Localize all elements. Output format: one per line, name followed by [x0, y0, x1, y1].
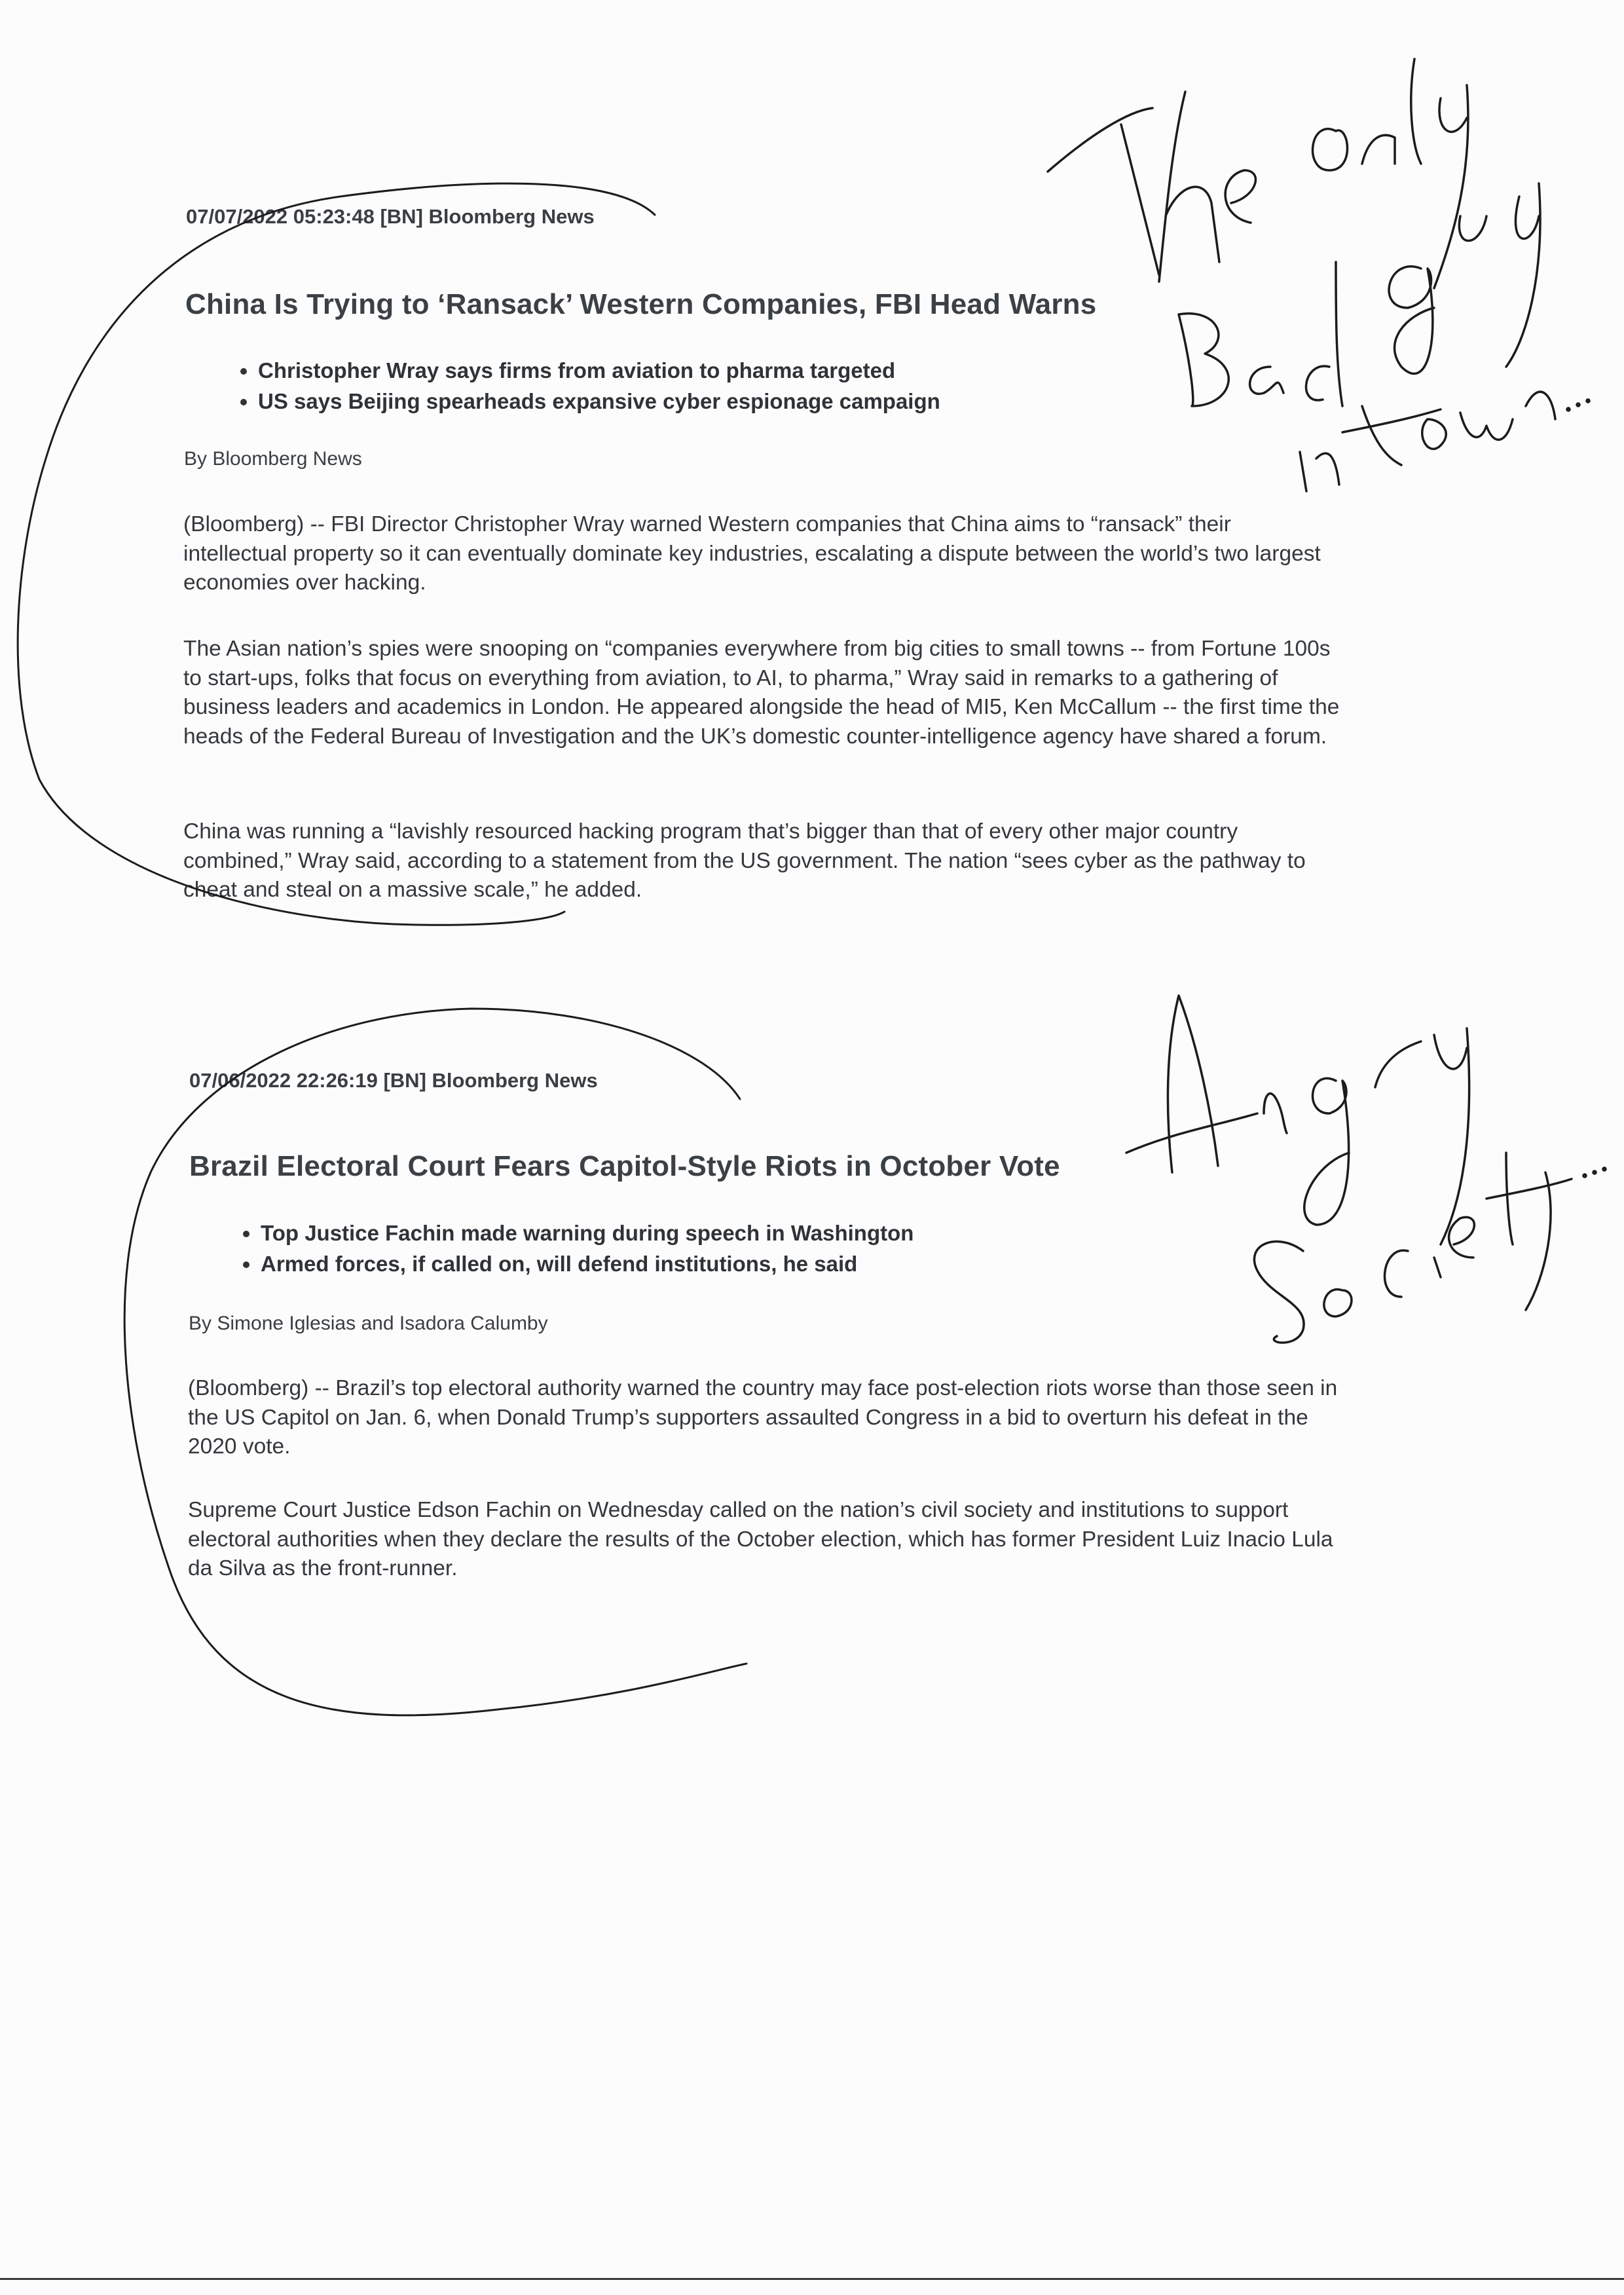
article-paragraph: The Asian nation’s spies were snooping on “companies everywhere from big cities to small towns -- from Fortune 100s to start-ups, folks that focus on everything from aviation, to AI, to pharma,” Wray said in remarks to a gathering of business leaders and academics in London. He appeared alongside the head of MI5, Ken McCallum -- the first time the heads of the Federal Bureau of Investigation and the UK’s domestic counter-intelligence agency have shared a forum. — [183, 637, 1340, 749]
article-dateline: 07/07/2022 05:23:48 [BN] Bloomberg News — [186, 205, 595, 228]
bullet-item: • Christopher Wray says firms from aviation to pharma targeted — [258, 355, 940, 386]
article-bullets — [217, 355, 940, 417]
article-byline: By Bloomberg News — [184, 448, 362, 470]
article-paragraph: (Bloomberg) -- FBI Director Christopher Wray warned Western companies that China aims to “ransack” their intellectual property so it can eventually dominate key industries, escalating a dispute between the world’s two largest economies over hacking. — [183, 512, 1321, 595]
article-bullets — [220, 1218, 913, 1279]
bullet-item: • US says Beijing spearheads expansive cyber espionage campaign — [258, 386, 940, 417]
article-paragraph: China was running a “lavishly resourced hacking program that’s bigger than that of every other major country combined,” Wray said, according to a statement from the US government. The nation “sees cyber as the pathway to cheat and steal on a massive scale,” he added. — [183, 819, 1306, 902]
article-dateline: 07/06/2022 22:26:19 [BN] Bloomberg News — [189, 1069, 598, 1092]
article-paragraph: (Bloomberg) -- Brazil’s top electoral authority warned the country may face post-election riots worse than those seen in the US Capitol on Jan. 6, when Donald Trump’s supporters assaulted Congress in a bid to overturn his defeat in the 2020 vote. — [188, 1376, 1338, 1459]
ink-bracket-arc — [124, 1009, 747, 1715]
article-headline: China Is Trying to ‘Ransack’ Western Companies, FBI Head Warns — [185, 288, 1097, 320]
bullet-item: • Armed forces, if called on, will defend institutions, he said — [261, 1248, 913, 1279]
article-headline: Brazil Electoral Court Fears Capitol-Style Riots in October Vote — [189, 1150, 1060, 1182]
bullet-item: • Top Justice Fachin made warning during speech in Washington — [261, 1218, 913, 1248]
handwritten-note-bad-guy — [1048, 59, 1589, 491]
article-paragraph: Supreme Court Justice Edson Fachin on Wednesday called on the nation’s civil society and institutions to support electoral authorities when they declare the results of the October election, which has former President Luiz Inacio Lula da Silva as the front-runner. — [188, 1498, 1333, 1580]
article-byline: By Simone Iglesias and Isadora Calumby — [189, 1313, 548, 1334]
page-bottom-edge — [0, 2278, 1624, 2280]
handwritten-note-angry-society — [1126, 996, 1606, 1343]
